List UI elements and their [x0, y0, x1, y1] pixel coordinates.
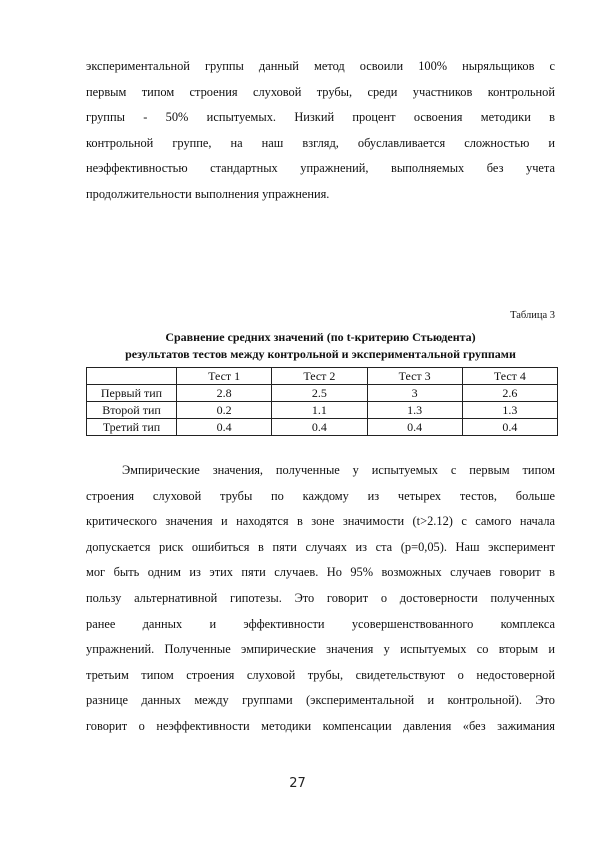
paragraph-top — [86, 54, 555, 208]
row-label-cell: Первый тип — [87, 385, 177, 402]
table-cell: 0.4 — [177, 419, 272, 436]
results-table — [86, 367, 558, 436]
text-line: говорит о неэффективности методики компенсации давления «без зажимания — [86, 718, 555, 733]
paragraph-bottom — [86, 458, 555, 740]
row-label-cell: Второй тип — [87, 402, 177, 419]
table-cell: 1.1 — [272, 402, 367, 419]
table-title — [86, 329, 555, 363]
table-title-line: Сравнение средних значений (по t-критерию Стьюдента) — [165, 330, 476, 344]
table-cell: 1.3 — [462, 402, 557, 419]
table-caption: Таблица 3 — [510, 310, 555, 321]
text-line: первым типом строения слуховой трубы, среди участников контрольной — [86, 84, 555, 99]
table-cell: 2.5 — [272, 385, 367, 402]
table-cell: 0.4 — [272, 419, 367, 436]
text-line: группы - 50% испытуемых. Низкий процент освоения методики в — [86, 110, 555, 125]
text-line: третьим типом строения слуховой трубы, свидетельствуют о недостоверной — [86, 667, 555, 682]
text-line: допускается риск ошибиться в пяти случаях из ста (p=0,05). Наш эксперимент — [86, 539, 555, 554]
text-line: экспериментальной группы данный метод освоили 100% ныряльщиков с — [86, 59, 555, 73]
table-row — [87, 402, 558, 419]
table-header-cell — [87, 368, 177, 385]
text-line: Эмпирические значения, полученные у испытуемых с первым типом — [122, 463, 555, 477]
row-label-cell: Третий тип — [87, 419, 177, 436]
page-number: 27 — [289, 776, 306, 791]
table-cell: 0.4 — [367, 419, 462, 436]
table-header-cell: Тест 1 — [177, 368, 272, 385]
table-cell: 1.3 — [367, 402, 462, 419]
table-header-cell: Тест 2 — [272, 368, 367, 385]
text-line: продолжительности выполнения упражнения. — [86, 186, 330, 201]
table-row — [87, 385, 558, 402]
text-line: пользу альтернативной гипотезы. Это говорит о достоверности полученных — [86, 590, 555, 605]
text-line: упражнений. Полученные эмпирические значения у испытуемых со вторым и — [86, 642, 555, 657]
table-cell: 0.2 — [177, 402, 272, 419]
table-cell: 0.4 — [462, 419, 557, 436]
table-header-row — [87, 368, 558, 385]
table-row — [87, 419, 558, 436]
text-line: критического значения и находятся в зоне значимости (t>2.12) с самого начала — [86, 514, 555, 529]
table-header-cell: Тест 4 — [462, 368, 557, 385]
table-cell: 3 — [367, 385, 462, 402]
text-line: мог быть одним из этих пяти случаев. Но 95% возможных случаев говорит в — [86, 565, 555, 580]
text-line: строения слуховой трубы по каждому из четырех тестов, больше — [86, 488, 555, 503]
text-line: неэффективностью стандартных упражнений, выполняемых без учета — [86, 161, 555, 176]
table-header-cell: Тест 3 — [367, 368, 462, 385]
table-cell: 2.8 — [177, 385, 272, 402]
text-line: контрольной группе, на наш взгляд, обуславливается сложностью и — [86, 135, 555, 150]
text-line: разнице данных между группами (экспериментальной и контрольной). Это — [86, 693, 555, 708]
text-line: ранее данных и эффективности усовершенствованного комплекса — [86, 616, 555, 631]
table-cell: 2.6 — [462, 385, 557, 402]
table-title-line: результатов тестов между контрольной и экспериментальной группами — [125, 347, 516, 361]
